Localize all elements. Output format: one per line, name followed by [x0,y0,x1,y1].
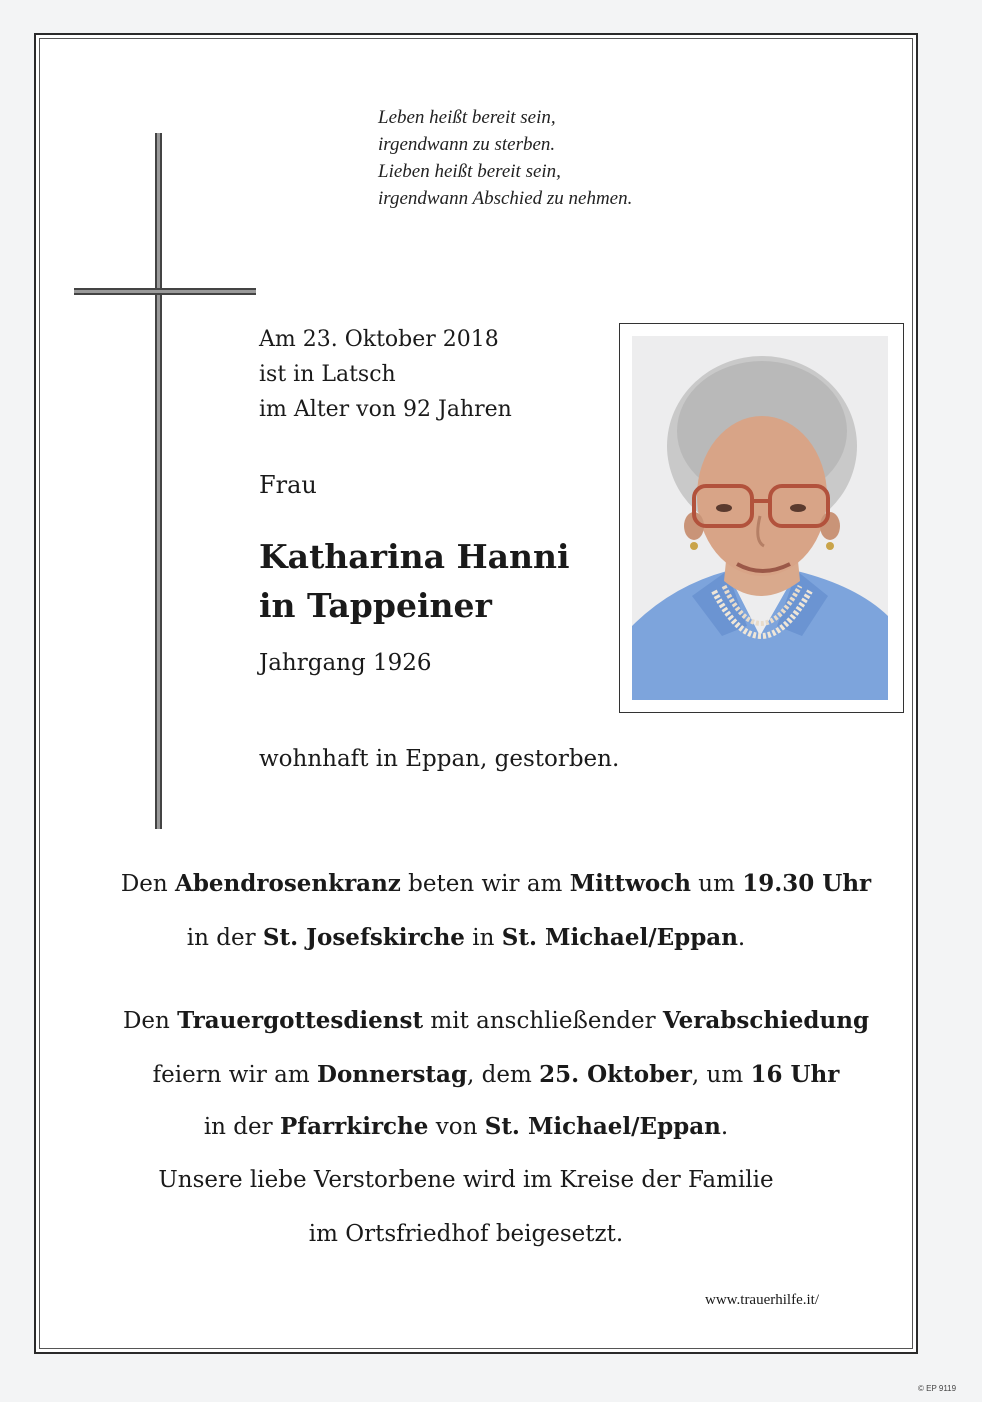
date-line: Am 23. Oktober 2018 [259,327,499,352]
poem-line: Leben heißt bereit sein, [378,107,556,128]
website-link[interactable]: www.trauerhilfe.it/ [705,1292,819,1308]
service-line-1: Den Trauergottesdienst mit anschließender Verabschiedung [122,1007,870,1034]
service-line-3: in der Pfarrkirche von St. Michael/Eppan. [203,1113,729,1140]
cross-icon-vertical [155,133,162,829]
portrait-frame [619,323,904,713]
poem [378,104,632,212]
cross-icon-horizontal [74,288,256,295]
place-line: ist in Latsch [259,362,396,387]
service-line-4: Unsere liebe Verstorbene wird im Kreise der Familie [158,1167,774,1193]
rosary-line-2: in der St. Josefskirche in St. Michael/Eppan. [186,924,746,951]
birth-year: Jahrgang 1926 [259,650,432,676]
poem-line: Lieben heißt bereit sein, [378,161,561,182]
portrait-illustration [632,336,888,700]
service-line-2: feiern wir am Donnerstag, dem 25. Oktober, um 16 Uhr [152,1061,840,1088]
portrait-photo [632,336,888,700]
death-notice-intro [259,322,512,427]
residence-line: wohnhaft in Eppan, gestorben. [259,746,620,772]
poem-line: irgendwann zu sterben. [378,134,556,155]
rosary-line-1: Den Abendrosenkranz beten wir am Mittwoch um 19.30 Uhr [120,870,872,897]
age-line: im Alter von 92 Jahren [259,397,512,422]
poem-line: irgendwann Abschied zu nehmen. [378,188,633,209]
name-line-1: Katharina Hanni [259,537,570,576]
name-line-2: in Tappeiner [259,586,492,625]
print-code: © EP 9119 [918,1384,957,1393]
deceased-name [259,532,570,630]
service-line-5: im Ortsfriedhof beigesetzt. [308,1221,624,1247]
salutation: Frau [259,471,317,499]
